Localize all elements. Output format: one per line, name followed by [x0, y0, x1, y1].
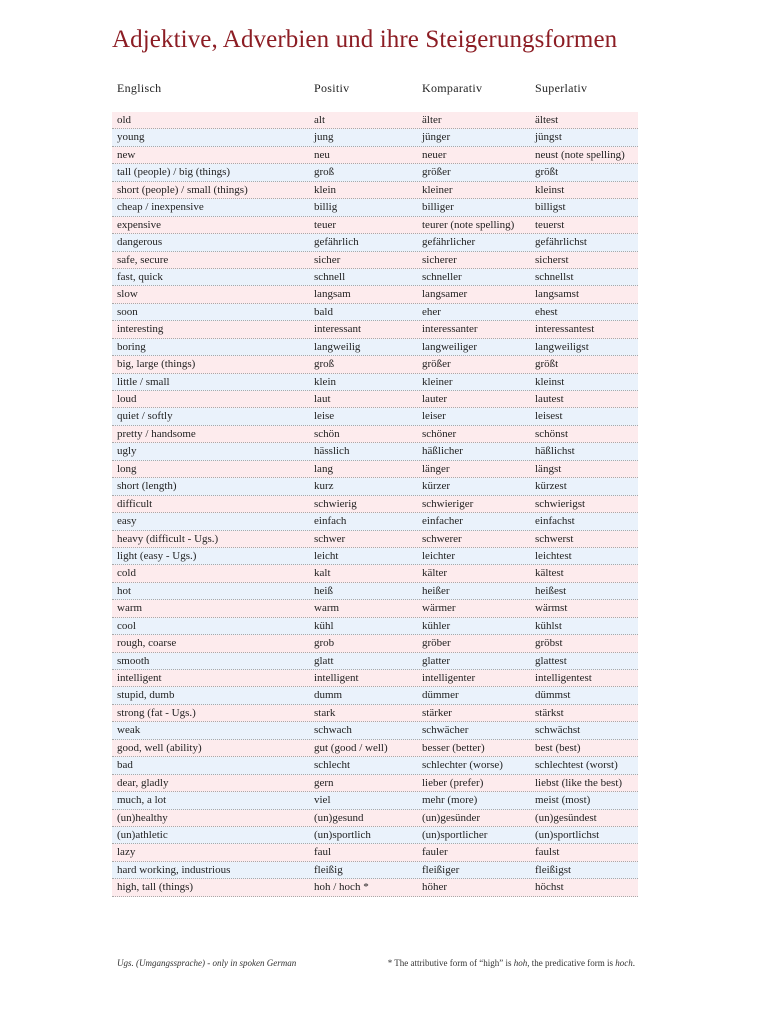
cell-positiv: alt: [314, 114, 325, 126]
cell-komparativ: schwächer: [422, 724, 469, 737]
cell-superlativ: kleinst: [535, 183, 565, 196]
cell-superlativ: stärkst: [535, 706, 564, 719]
table-row: [112, 356, 638, 373]
table-row: [112, 304, 638, 321]
cell-superlativ: größt: [535, 358, 559, 371]
table-row: [112, 827, 638, 844]
cell-superlativ: kältest: [535, 567, 564, 580]
cell-superlativ: kühlst: [535, 619, 562, 632]
table-row: [112, 461, 638, 478]
table-row: [112, 775, 638, 792]
cell-positiv: groß: [314, 166, 335, 179]
cell-englisch: dangerous: [117, 236, 163, 249]
cell-superlativ: neust (note spelling): [535, 148, 625, 161]
cell-superlativ: faulst: [535, 846, 560, 859]
cell-positiv: langsam: [314, 288, 351, 301]
cell-komparativ: sicherer: [422, 253, 457, 266]
cell-englisch: old: [117, 114, 132, 126]
cell-englisch: difficult: [117, 497, 153, 510]
cell-englisch: tall (people) / big (things): [117, 166, 231, 179]
footnote-high: [388, 958, 635, 968]
cell-komparativ: langweiliger: [422, 340, 477, 353]
table-row: [112, 408, 638, 425]
cell-superlativ: schwierigst: [535, 497, 586, 510]
cell-englisch: much, a lot: [117, 794, 167, 807]
cell-komparativ: dümmer: [422, 689, 459, 702]
cell-englisch: (un)healthy: [117, 811, 168, 824]
cell-positiv: kalt: [314, 567, 331, 580]
cell-komparativ: kürzer: [422, 480, 451, 493]
table-row: [112, 548, 638, 565]
cell-komparativ: neuer: [422, 148, 447, 161]
table-row: [112, 391, 638, 408]
table-row: [112, 531, 638, 548]
cell-positiv: interessant: [314, 323, 362, 336]
cell-superlativ: interessantest: [535, 323, 595, 336]
cell-komparativ: höher: [422, 881, 448, 894]
cell-komparativ: jünger: [422, 131, 451, 144]
cell-komparativ: häßlicher: [422, 445, 463, 458]
cell-superlativ: häßlichst: [535, 445, 575, 458]
cell-komparativ: fleißiger: [422, 863, 460, 876]
cell-englisch: good, well (ability): [117, 741, 202, 754]
cell-superlativ: sicherst: [535, 253, 569, 266]
cell-positiv: (un)gesund: [314, 811, 364, 824]
cell-positiv: dumm: [314, 689, 343, 702]
cell-englisch: heavy (difficult - Ugs.): [117, 532, 219, 545]
table-row: [112, 217, 638, 234]
table-row: [112, 635, 638, 652]
cell-positiv: (un)sportlich: [314, 828, 371, 841]
table-row: [112, 722, 638, 739]
cell-komparativ: besser (better): [422, 741, 485, 754]
cell-englisch: long: [117, 462, 137, 475]
cell-superlativ: intelligentest: [535, 672, 592, 684]
cell-komparativ: interessanter: [422, 323, 478, 336]
cell-superlativ: ehest: [535, 305, 558, 318]
footnote-ugs: Ugs. (Umgangssprache) - only in spoken German: [117, 958, 297, 968]
table-row: [112, 443, 638, 460]
table-row: [112, 513, 638, 530]
table-row: [112, 339, 638, 356]
table-header: [112, 81, 638, 99]
cell-komparativ: leichter: [422, 549, 455, 562]
table-row: [112, 182, 638, 199]
cell-positiv: hoh / hoch *: [314, 881, 369, 894]
table-row: [112, 129, 638, 146]
table-row: [112, 374, 638, 391]
cell-superlativ: leisest: [535, 410, 563, 423]
cell-superlativ: (un)sportlichst: [535, 828, 600, 841]
cell-superlativ: meist (most): [535, 794, 591, 807]
cell-positiv: jung: [314, 131, 334, 144]
cell-superlativ: schnellst: [535, 270, 574, 283]
cell-superlativ: teuerst: [535, 218, 565, 231]
cell-positiv: kurz: [314, 480, 334, 493]
cell-superlativ: größt: [535, 166, 559, 179]
cell-komparativ: größer: [422, 166, 451, 179]
cell-englisch: short (length): [117, 480, 177, 493]
cell-superlativ: wärmst: [535, 602, 568, 615]
cell-superlativ: jüngst: [535, 131, 562, 144]
table-row: [112, 321, 638, 338]
cell-englisch: warm: [117, 602, 143, 615]
table-row: [112, 199, 638, 216]
cell-komparativ: kleiner: [422, 183, 453, 196]
comparison-table: [112, 112, 638, 897]
cell-englisch: loud: [117, 393, 137, 405]
table-row: [112, 810, 638, 827]
cell-komparativ: billiger: [422, 201, 454, 214]
cell-positiv: grob: [314, 637, 335, 650]
cell-superlativ: fleißigst: [535, 863, 572, 876]
cell-englisch: easy: [117, 515, 137, 528]
cell-superlativ: gefährlichst: [535, 236, 587, 249]
column-header-positiv: Positiv: [314, 81, 350, 95]
table-row: [112, 269, 638, 286]
cell-superlativ: höchst: [535, 881, 564, 894]
cell-superlativ: einfachst: [535, 515, 575, 528]
cell-englisch: new: [117, 148, 136, 161]
cell-komparativ: einfacher: [422, 515, 463, 528]
table-row: [112, 286, 638, 303]
cell-positiv: lang: [314, 462, 333, 475]
table-row: [112, 740, 638, 757]
column-header-komparativ: Komparativ: [422, 81, 483, 95]
footnote-text-3: .: [632, 958, 635, 968]
cell-komparativ: größer: [422, 358, 451, 371]
table-row: [112, 565, 638, 582]
cell-englisch: weak: [117, 724, 141, 737]
cell-komparativ: schlechter (worse): [422, 759, 503, 772]
cell-positiv: billig: [314, 201, 338, 214]
table-row: [112, 234, 638, 251]
cell-positiv: bald: [314, 305, 333, 318]
cell-positiv: hässlich: [314, 445, 350, 458]
cell-superlativ: kürzest: [535, 480, 567, 493]
cell-komparativ: heißer: [422, 584, 450, 597]
cell-positiv: groß: [314, 358, 335, 371]
cell-positiv: kühl: [314, 619, 334, 632]
cell-englisch: cool: [117, 619, 136, 632]
table-row: [112, 670, 638, 687]
cell-superlativ: langsamst: [535, 288, 579, 301]
cell-englisch: expensive: [117, 218, 161, 231]
cell-superlativ: (un)gesündest: [535, 811, 597, 824]
cell-superlativ: liebst (like the best): [535, 776, 623, 789]
cell-positiv: fleißig: [314, 863, 343, 876]
cell-komparativ: (un)gesünder: [422, 811, 481, 824]
cell-englisch: rough, coarse: [117, 637, 177, 650]
cell-komparativ: teurer (note spelling): [422, 218, 515, 231]
cell-superlativ: kleinst: [535, 375, 565, 388]
footnote-term-hoch: hoch: [615, 958, 633, 968]
cell-englisch: pretty / handsome: [117, 427, 196, 440]
table-row: [112, 879, 638, 896]
footnote-text-1: * The attributive form of “high” is: [387, 958, 514, 968]
table-row: [112, 792, 638, 809]
cell-komparativ: lieber (prefer): [422, 776, 484, 789]
cell-englisch: young: [117, 131, 145, 144]
table-row: [112, 252, 638, 269]
cell-positiv: einfach: [314, 515, 347, 528]
cell-positiv: klein: [314, 183, 336, 196]
table-row: [112, 844, 638, 861]
cell-positiv: leise: [314, 410, 335, 423]
table-row: [112, 705, 638, 722]
cell-komparativ: eher: [422, 305, 441, 318]
cell-superlativ: schlechtest (worst): [535, 759, 618, 772]
cell-superlativ: glattest: [535, 654, 567, 667]
table-row: [112, 583, 638, 600]
table-row: [112, 164, 638, 181]
cell-positiv: klein: [314, 375, 336, 388]
cell-positiv: laut: [314, 393, 331, 405]
cell-komparativ: älter: [422, 114, 442, 126]
cell-englisch: soon: [117, 305, 138, 318]
cell-positiv: stark: [314, 706, 336, 719]
cell-komparativ: kälter: [422, 567, 448, 580]
cell-englisch: strong (fat - Ugs.): [117, 706, 196, 719]
cell-positiv: glatt: [314, 654, 334, 667]
footnote-text-2: , the predicative form is: [527, 958, 616, 968]
cell-englisch: cheap / inexpensive: [117, 201, 204, 214]
table-row: [112, 478, 638, 495]
cell-positiv: schön: [314, 427, 340, 440]
cell-positiv: viel: [314, 794, 331, 807]
table-row: [112, 426, 638, 443]
cell-positiv: intelligent: [314, 672, 359, 684]
cell-superlativ: leichtest: [535, 549, 572, 562]
cell-komparativ: langsamer: [422, 288, 468, 301]
cell-superlativ: schwächst: [535, 724, 581, 737]
cell-positiv: schlecht: [314, 759, 351, 772]
cell-positiv: faul: [314, 846, 332, 859]
page-title: Adjektive, Adverbien und ihre Steigerungsformen: [112, 26, 618, 53]
cell-komparativ: schwieriger: [422, 497, 474, 510]
cell-komparativ: kleiner: [422, 375, 453, 388]
cell-komparativ: schneller: [422, 270, 462, 283]
cell-englisch: cold: [117, 567, 136, 580]
cell-positiv: warm: [314, 602, 340, 615]
cell-englisch: ugly: [117, 445, 137, 458]
cell-komparativ: fauler: [422, 846, 448, 859]
cell-englisch: interesting: [117, 323, 164, 336]
cell-positiv: gern: [314, 776, 334, 789]
cell-komparativ: mehr (more): [422, 794, 478, 807]
cell-komparativ: glatter: [422, 654, 451, 667]
cell-englisch: hard working, industrious: [117, 863, 231, 876]
cell-komparativ: schwerer: [422, 532, 462, 545]
cell-positiv: neu: [314, 148, 330, 161]
column-header-superlativ: Superlativ: [535, 81, 588, 95]
cell-komparativ: wärmer: [422, 602, 456, 615]
table-row: [112, 600, 638, 617]
cell-positiv: leicht: [314, 549, 339, 562]
cell-englisch: boring: [117, 340, 146, 353]
cell-positiv: teuer: [314, 218, 336, 231]
cell-englisch: light (easy - Ugs.): [117, 549, 197, 562]
cell-positiv: gefährlich: [314, 236, 359, 249]
column-header-englisch: Englisch: [117, 81, 162, 95]
cell-positiv: sicher: [314, 253, 341, 266]
cell-superlativ: schönst: [535, 427, 568, 440]
table-row: [112, 653, 638, 670]
cell-englisch: safe, secure: [117, 253, 169, 266]
cell-komparativ: leiser: [422, 410, 446, 423]
table-row: [112, 862, 638, 879]
cell-englisch: fast, quick: [117, 270, 163, 283]
cell-positiv: schwierig: [314, 497, 357, 510]
table-row: [112, 757, 638, 774]
cell-komparativ: stärker: [422, 706, 452, 719]
cell-englisch: stupid, dumb: [117, 689, 175, 702]
cell-positiv: langweilig: [314, 340, 361, 353]
cell-komparativ: (un)sportlicher: [422, 828, 488, 841]
cell-komparativ: länger: [422, 462, 450, 475]
cell-komparativ: intelligenter: [422, 672, 476, 684]
table-row: [112, 112, 638, 129]
cell-positiv: heiß: [314, 584, 333, 597]
cell-komparativ: lauter: [422, 393, 448, 405]
table-row: [112, 687, 638, 704]
cell-komparativ: schöner: [422, 427, 457, 440]
footnote-term-hoh: hoh: [513, 958, 528, 968]
table-row: [112, 618, 638, 635]
cell-positiv: schnell: [314, 270, 346, 283]
cell-positiv: gut (good / well): [314, 741, 388, 754]
cell-superlativ: schwerst: [535, 532, 574, 545]
cell-englisch: short (people) / small (things): [117, 183, 248, 196]
cell-englisch: high, tall (things): [117, 881, 194, 894]
cell-positiv: schwach: [314, 724, 352, 737]
cell-englisch: intelligent: [117, 672, 162, 684]
cell-positiv: schwer: [314, 532, 346, 545]
cell-superlativ: billigst: [535, 201, 566, 214]
table-row: [112, 147, 638, 164]
cell-englisch: hot: [117, 584, 132, 597]
cell-englisch: smooth: [117, 654, 150, 667]
cell-englisch: big, large (things): [117, 358, 196, 371]
cell-superlativ: dümmst: [535, 689, 571, 702]
cell-superlativ: ältest: [535, 114, 559, 126]
cell-superlativ: best (best): [535, 741, 581, 754]
cell-englisch: little / small: [117, 375, 170, 388]
cell-komparativ: gefährlicher: [422, 236, 476, 249]
cell-englisch: dear, gladly: [117, 776, 169, 789]
table-row: [112, 496, 638, 513]
cell-superlativ: gröbst: [535, 637, 563, 650]
cell-englisch: lazy: [117, 846, 136, 859]
cell-englisch: (un)athletic: [117, 828, 168, 841]
cell-komparativ: gröber: [422, 637, 451, 650]
cell-superlativ: lautest: [535, 393, 564, 405]
cell-superlativ: längst: [535, 462, 562, 475]
cell-englisch: quiet / softly: [117, 410, 173, 423]
cell-superlativ: heißest: [535, 584, 567, 597]
cell-englisch: slow: [117, 288, 138, 301]
cell-englisch: bad: [117, 759, 133, 772]
cell-superlativ: langweiligst: [535, 340, 589, 353]
cell-komparativ: kühler: [422, 619, 451, 632]
